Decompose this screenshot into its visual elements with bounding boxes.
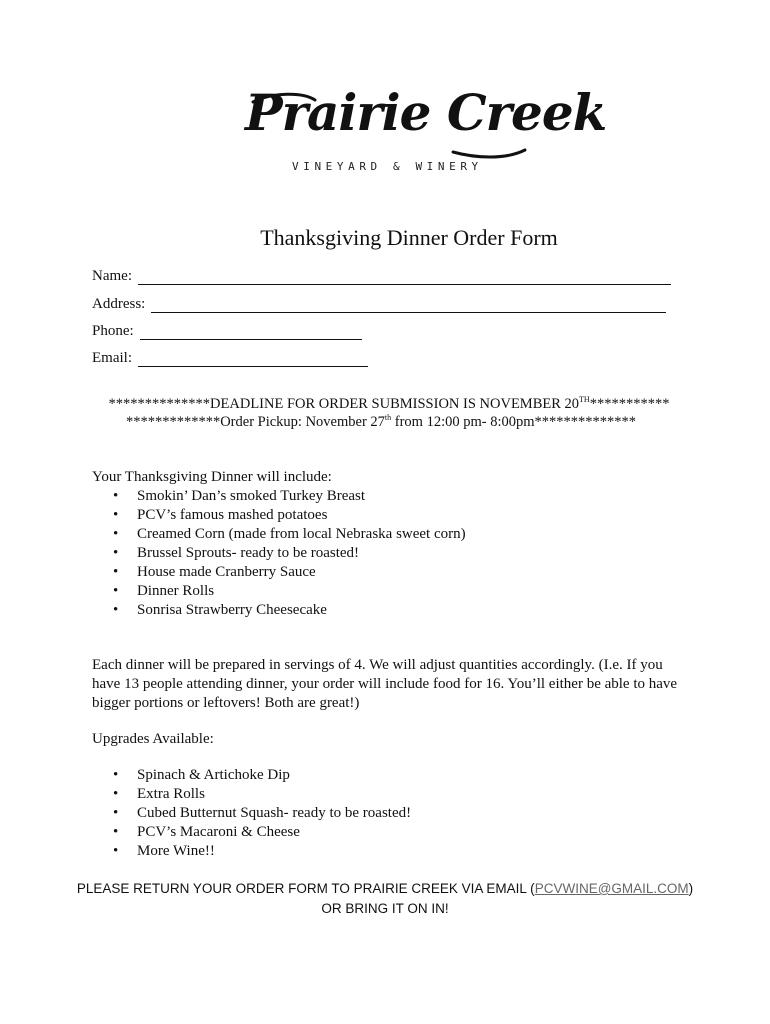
pickup-time: from 12:00 pm- 8:00pm************** <box>391 414 637 430</box>
list-item: • More Wine!! <box>92 842 411 861</box>
logo-wordmark: Prairie Creek <box>245 83 607 142</box>
list-item: • Smokin’ Dan’s smoked Turkey Breast <box>92 487 466 506</box>
deadline-stars: *********** <box>589 396 670 412</box>
phone-field[interactable] <box>92 323 362 340</box>
address-label: Address: <box>92 296 146 312</box>
pickup-superscript: th <box>384 413 392 422</box>
address-input-line[interactable] <box>151 298 666 313</box>
phone-label: Phone: <box>92 323 134 339</box>
page-title: Thanksgiving Dinner Order Form <box>260 225 558 250</box>
name-label: Name: <box>92 268 132 284</box>
upgrades-heading: Upgrades Available: <box>92 731 214 747</box>
pickup-notice <box>0 413 766 431</box>
prairie-creek-logo <box>243 83 607 178</box>
return-instructions <box>0 879 770 919</box>
upgrades-list <box>92 766 411 861</box>
list-item: • Sonrisa Strawberry Cheesecake <box>92 601 466 620</box>
logo-tagline: VINEYARD & WINERY <box>292 160 483 173</box>
list-item: • PCV’s Macaroni & Cheese <box>92 823 411 842</box>
list-item: • Creamed Corn (made from local Nebraska sweet corn) <box>92 525 466 544</box>
list-item: • Extra Rolls <box>92 785 411 804</box>
email-input-line[interactable] <box>138 352 368 367</box>
list-item: • Spinach & Artichoke Dip <box>92 766 411 785</box>
deadline-notice <box>4 395 770 413</box>
return-text: PLEASE RETURN YOUR ORDER FORM TO PRAIRIE CREEK VIA EMAIL ( <box>76 881 535 896</box>
list-item: • House made Cranberry Sauce <box>92 563 466 582</box>
email-field[interactable] <box>92 350 368 367</box>
bring-it-in-text: OR BRING IT ON IN! <box>321 901 449 916</box>
email-label: Email: <box>92 350 132 366</box>
email-link[interactable]: PCVWINE@GMAIL.COM <box>534 881 689 896</box>
list-item: • Dinner Rolls <box>92 582 466 601</box>
list-item: • PCV’s famous mashed potatoes <box>92 506 466 525</box>
name-input-line[interactable] <box>138 270 671 285</box>
includes-heading: Your Thanksgiving Dinner will include: <box>92 469 332 485</box>
servings-paragraph: Each dinner will be prepared in servings of 4. We will adjust quantities accordingly. (I.e. If you have 13 people attending dinner, your order will include food for 16. You’ll either be able to have bigger portions or leftovers! Both are great!) <box>92 657 678 711</box>
address-field[interactable] <box>92 296 666 313</box>
return-text-close: ) <box>688 881 694 896</box>
pickup-text: *************Order Pickup: November 27 <box>125 414 385 430</box>
list-item: • Cubed Butternut Squash- ready to be roasted! <box>92 804 411 823</box>
list-item: • Brussel Sprouts- ready to be roasted! <box>92 544 466 563</box>
name-field[interactable] <box>92 268 671 285</box>
phone-input-line[interactable] <box>140 325 362 340</box>
deadline-superscript: TH <box>579 395 590 404</box>
includes-list <box>92 487 466 620</box>
deadline-text: **************DEADLINE FOR ORDER SUBMISSION IS NOVEMBER 20 <box>108 396 580 412</box>
